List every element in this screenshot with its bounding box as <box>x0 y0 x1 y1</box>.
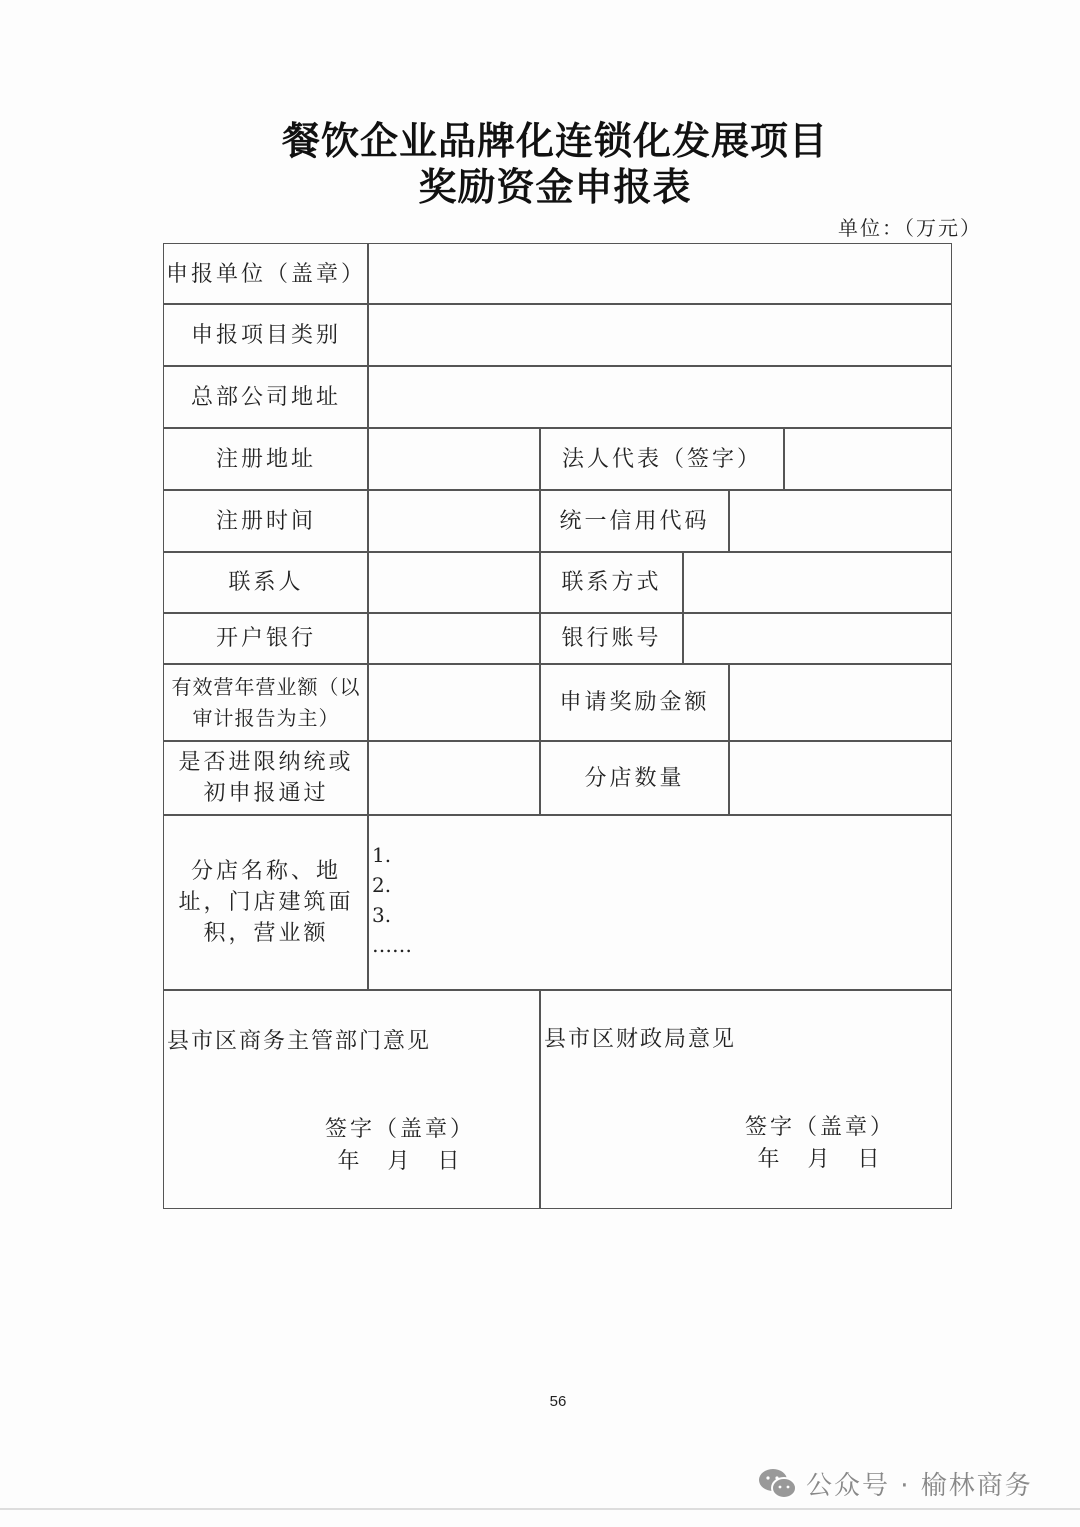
field-contact[interactable] <box>367 551 541 614</box>
date-label: 年 月 日 <box>757 1147 883 1172</box>
label-hq-address: 总部公司地址 <box>163 365 369 429</box>
sign-label: 签字（盖章） <box>324 1117 475 1142</box>
field-bank[interactable] <box>367 612 541 665</box>
date-label: 年 月 日 <box>337 1149 463 1174</box>
finance-sign <box>740 1112 900 1176</box>
wechat-icon <box>758 1467 798 1501</box>
field-branch-count[interactable] <box>728 740 952 816</box>
field-branches[interactable] <box>367 814 952 991</box>
label-contact: 联系人 <box>163 551 369 614</box>
branch-item: 1. <box>372 843 392 867</box>
field-revenue[interactable] <box>367 663 541 742</box>
label-contact-method: 联系方式 <box>539 551 684 614</box>
label-branch-count: 分店数量 <box>539 740 730 816</box>
divider <box>0 1508 1080 1510</box>
label-reward-amount: 申请奖励金额 <box>539 663 730 742</box>
title-line-2: 奖励资金申报表 <box>418 164 692 209</box>
label-branches: 分店名称、地址，门店建筑面积，营业额 <box>163 814 369 991</box>
field-stats[interactable] <box>367 740 541 816</box>
commerce-sign <box>320 1114 480 1178</box>
label-stats: 是否进限纳统或初申报通过 <box>163 740 369 816</box>
watermark <box>758 1465 1033 1502</box>
field-hq-address[interactable] <box>367 365 952 429</box>
page-number: 56 <box>549 1393 567 1410</box>
label-account: 银行账号 <box>539 612 684 665</box>
field-reward-amount[interactable] <box>728 663 952 742</box>
label-category: 申报项目类别 <box>163 303 369 367</box>
title-line-1: 餐饮企业品牌化连锁化发展项目 <box>281 118 828 163</box>
branch-item: 2. <box>372 873 392 897</box>
finance-opinion-label: 县市区财政局意见 <box>544 1027 737 1052</box>
unit-label: 单位：（万元） <box>838 216 982 240</box>
field-legal-rep[interactable] <box>783 427 952 491</box>
label-revenue: 有效营年营业额（以审计报告为主） <box>163 663 369 742</box>
label-reg-time: 注册时间 <box>163 489 369 553</box>
field-reg-time[interactable] <box>367 489 541 553</box>
branch-list <box>372 840 412 960</box>
label-applicant: 申报单位（盖章） <box>163 243 369 305</box>
field-credit-code[interactable] <box>728 489 952 553</box>
branch-item: 3. <box>372 903 392 927</box>
field-account[interactable] <box>682 612 952 665</box>
commerce-opinion-label: 县市区商务主管部门意见 <box>167 1029 432 1054</box>
watermark-text: 公众号 · 榆林商务 <box>806 1471 1033 1501</box>
field-contact-method[interactable] <box>682 551 952 614</box>
label-reg-address: 注册地址 <box>163 427 369 491</box>
field-category[interactable] <box>367 303 952 367</box>
label-legal-rep: 法人代表（签字） <box>539 427 785 491</box>
field-reg-address[interactable] <box>367 427 541 491</box>
branch-item: …… <box>372 933 412 957</box>
label-credit-code: 统一信用代码 <box>539 489 730 553</box>
field-applicant[interactable] <box>367 243 952 305</box>
label-bank: 开户银行 <box>163 612 369 665</box>
sign-label: 签字（盖章） <box>744 1115 895 1140</box>
